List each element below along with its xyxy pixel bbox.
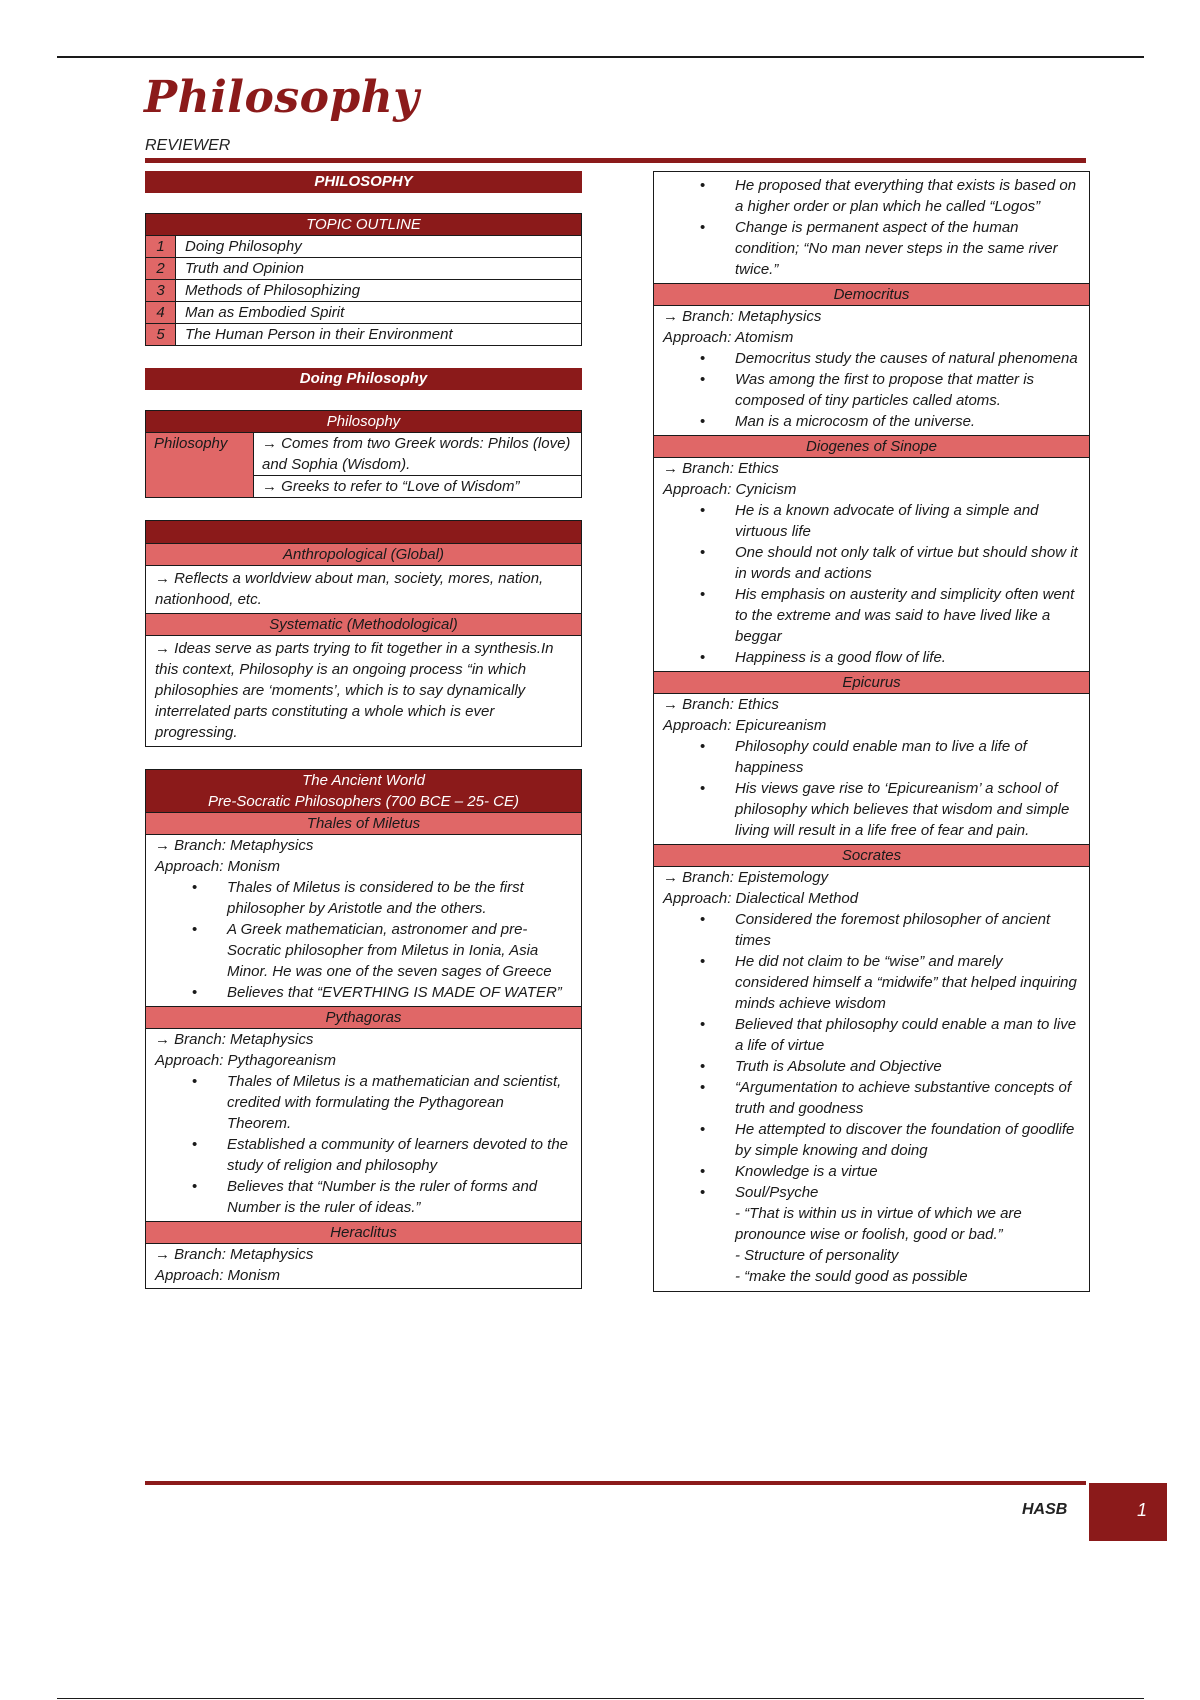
approach-line: Approach: Cynicism — [663, 481, 797, 498]
list-item: • Man is a microcosm of the universe. — [654, 411, 1080, 432]
ancient-world-title: The Ancient World — [146, 770, 581, 791]
outline-row — [146, 257, 581, 279]
branch-line: → Branch: Metaphysics — [155, 1031, 314, 1048]
list-item: • He proposed that everything that exists is based on a higher order or plan which he called “Logos” — [654, 175, 1080, 217]
outline-row — [146, 279, 581, 301]
outline-number: 1 — [146, 236, 176, 257]
footer-author: HASB — [1022, 1501, 1068, 1518]
list-item: • He did not claim to be “wise” and marely considered himself a “midwife” that helped inquiring minds achieve wisdom — [654, 951, 1080, 1014]
list-item: • Knowledge is a virtue — [654, 1161, 1080, 1182]
outline-row — [146, 301, 581, 323]
right-column — [653, 171, 1090, 1292]
pre-socratic-title: Pre-Socratic Philosophers (700 BCE – 25- CE) — [146, 791, 581, 812]
philosophy-views-table — [145, 520, 582, 747]
branch-line: → Branch: Metaphysics — [155, 837, 314, 854]
philosopher-name-socrates: Socrates — [654, 844, 1089, 867]
philosophy-definition-table — [145, 410, 582, 498]
philosopher-name-heraclitus: Heraclitus — [146, 1221, 581, 1244]
democritus-bullets — [654, 348, 1089, 435]
outline-label: Methods of Philosophizing — [185, 282, 361, 299]
definition-line: → Greeks to refer to “Love of Wisdom” — [254, 475, 581, 497]
definition-term: Philosophy — [146, 433, 254, 497]
list-item: • Thales of Miletus is considered to be the first philosopher by Aristotle and the others. — [146, 877, 572, 919]
list-item: • He attempted to discover the foundation of goodlife by simple knowing and doing — [654, 1119, 1080, 1161]
list-item: • Change is permanent aspect of the human condition; “No man never steps in the same river twice.” — [654, 217, 1080, 280]
header-rule — [145, 158, 1086, 163]
topic-outline-table — [145, 213, 582, 346]
page-number: 1 — [1089, 1483, 1167, 1541]
philosophers-continued-table — [653, 171, 1090, 1292]
list-item: • Believes that “EVERTHING IS MADE OF WATER” — [146, 982, 572, 1003]
sub-point: - Structure of personality — [735, 1247, 899, 1264]
branch-line: → Branch: Metaphysics — [155, 1246, 314, 1263]
sub-point: - “make the sould good as possible — [735, 1268, 968, 1285]
outline-label: Doing Philosophy — [185, 238, 302, 255]
outline-row — [146, 235, 581, 257]
outline-row — [146, 323, 581, 345]
list-item: • Happiness is a good flow of life. — [654, 647, 1080, 668]
list-item: • Considered the foremost philosopher of ancient times — [654, 909, 1080, 951]
list-item: • Believed that philosophy could enable a man to live a life of virtue — [654, 1014, 1080, 1056]
outline-label: Man as Embodied Spirit — [185, 304, 345, 321]
list-item: • Philosophy could enable man to live a life of happiness — [654, 736, 1080, 778]
list-item: • His emphasis on austerity and simplicity often went to the extreme and was said to have lived like a beggar — [654, 584, 1080, 647]
list-item: • Believes that “Number is the ruler of forms and Number is the ruler of ideas.” — [146, 1176, 572, 1218]
branch-line: → Branch: Metaphysics — [663, 308, 822, 325]
page-title: Philosophy — [144, 72, 420, 123]
definition-row — [146, 432, 581, 497]
list-item: • A Greek mathematician, astronomer and pre-Socratic philosopher from Miletus in Ionia, Asia Minor. He was one of the seven sages of Greece — [146, 919, 572, 982]
list-item: • Truth is Absolute and Objective — [654, 1056, 1080, 1077]
list-item: • Established a community of learners devoted to the study of religion and philosophy — [146, 1134, 572, 1176]
outline-number: 3 — [146, 280, 176, 301]
heraclitus-bullets — [654, 172, 1089, 283]
branch-line: → Branch: Ethics — [663, 460, 779, 477]
anthropological-text: → Reflects a worldview about man, society, mores, nation, nationhood, etc. — [155, 570, 544, 608]
approach-line: Approach: Atomism — [663, 329, 794, 346]
definition-title: Philosophy — [146, 411, 581, 432]
section-banner-doing-philosophy: Doing Philosophy — [145, 368, 582, 390]
systematic-title: Systematic (Methodological) — [146, 613, 581, 636]
philosopher-name-democritus: Democritus — [654, 283, 1089, 306]
bottom-rule — [57, 1698, 1144, 1699]
approach-line: Approach: Monism — [155, 1267, 281, 1284]
sub-point: - “That is within us in virtue of which we are pronounce wise or foolish, good or bad.” — [735, 1205, 1022, 1243]
outline-label: Truth and Opinion — [185, 260, 304, 277]
philosopher-name-diogenes: Diogenes of Sinope — [654, 435, 1089, 458]
philosopher-name-thales: Thales of Miletus — [146, 812, 581, 835]
outline-number: 5 — [146, 324, 176, 345]
outline-label: The Human Person in their Environment — [185, 326, 453, 343]
philosopher-name-pythagoras: Pythagoras — [146, 1006, 581, 1029]
top-rule — [57, 56, 1144, 58]
left-column — [145, 171, 582, 1289]
outline-number: 4 — [146, 302, 176, 323]
socrates-bullets — [654, 909, 1089, 1203]
diogenes-bullets — [654, 500, 1089, 671]
list-item: • His views gave rise to ‘Epicureanism’ a school of philosophy which believes that wisdom and simple living will result in a life free of fear and pain. — [654, 778, 1080, 841]
list-item: • Was among the first to propose that matter is composed of tiny particles called atoms. — [654, 369, 1080, 411]
page-subtitle: REVIEWER — [145, 137, 231, 154]
list-item: • Soul/Psyche — [654, 1182, 1080, 1203]
anthropological-title: Anthropological (Global) — [146, 543, 581, 566]
approach-line: Approach: Epicureanism — [663, 717, 827, 734]
list-item: • One should not only talk of virtue but should show it in words and actions — [654, 542, 1080, 584]
list-item: • He is a known advocate of living a simple and virtuous life — [654, 500, 1080, 542]
philosopher-name-epicurus: Epicurus — [654, 671, 1089, 694]
definition-body — [254, 433, 581, 497]
list-item: • “Argumentation to achieve substantive concepts of truth and goodness — [654, 1077, 1080, 1119]
views-header-bar — [146, 521, 581, 543]
ancient-world-table — [145, 769, 582, 1289]
section-banner-philosophy: PHILOSOPHY — [145, 171, 582, 193]
branch-line: → Branch: Epistemology — [663, 869, 829, 886]
outline-number: 2 — [146, 258, 176, 279]
list-item: • Democritus study the causes of natural phenomena — [654, 348, 1080, 369]
approach-line: Approach: Pythagoreanism — [155, 1052, 336, 1069]
footer-rule — [145, 1481, 1086, 1485]
approach-line: Approach: Monism — [155, 858, 281, 875]
topic-outline-title: TOPIC OUTLINE — [146, 214, 581, 235]
definition-line: → Comes from two Greek words: Philos (love) and Sophia (Wisdom). — [262, 435, 571, 473]
list-item: • Thales of Miletus is a mathematician and scientist, credited with formulating the Pythagorean Theorem. — [146, 1071, 572, 1134]
thales-bullets — [146, 877, 581, 1006]
branch-line: → Branch: Ethics — [663, 696, 779, 713]
approach-line: Approach: Dialectical Method — [663, 890, 859, 907]
pythagoras-bullets — [146, 1071, 581, 1221]
epicurus-bullets — [654, 736, 1089, 844]
systematic-text: → Ideas serve as parts trying to fit together in a synthesis.In this context, Philosophy is an ongoing process “in which philosophies are ‘moments’, which is to say dynamically interrelated parts constituting a whole which is ever progressing. — [155, 640, 554, 741]
